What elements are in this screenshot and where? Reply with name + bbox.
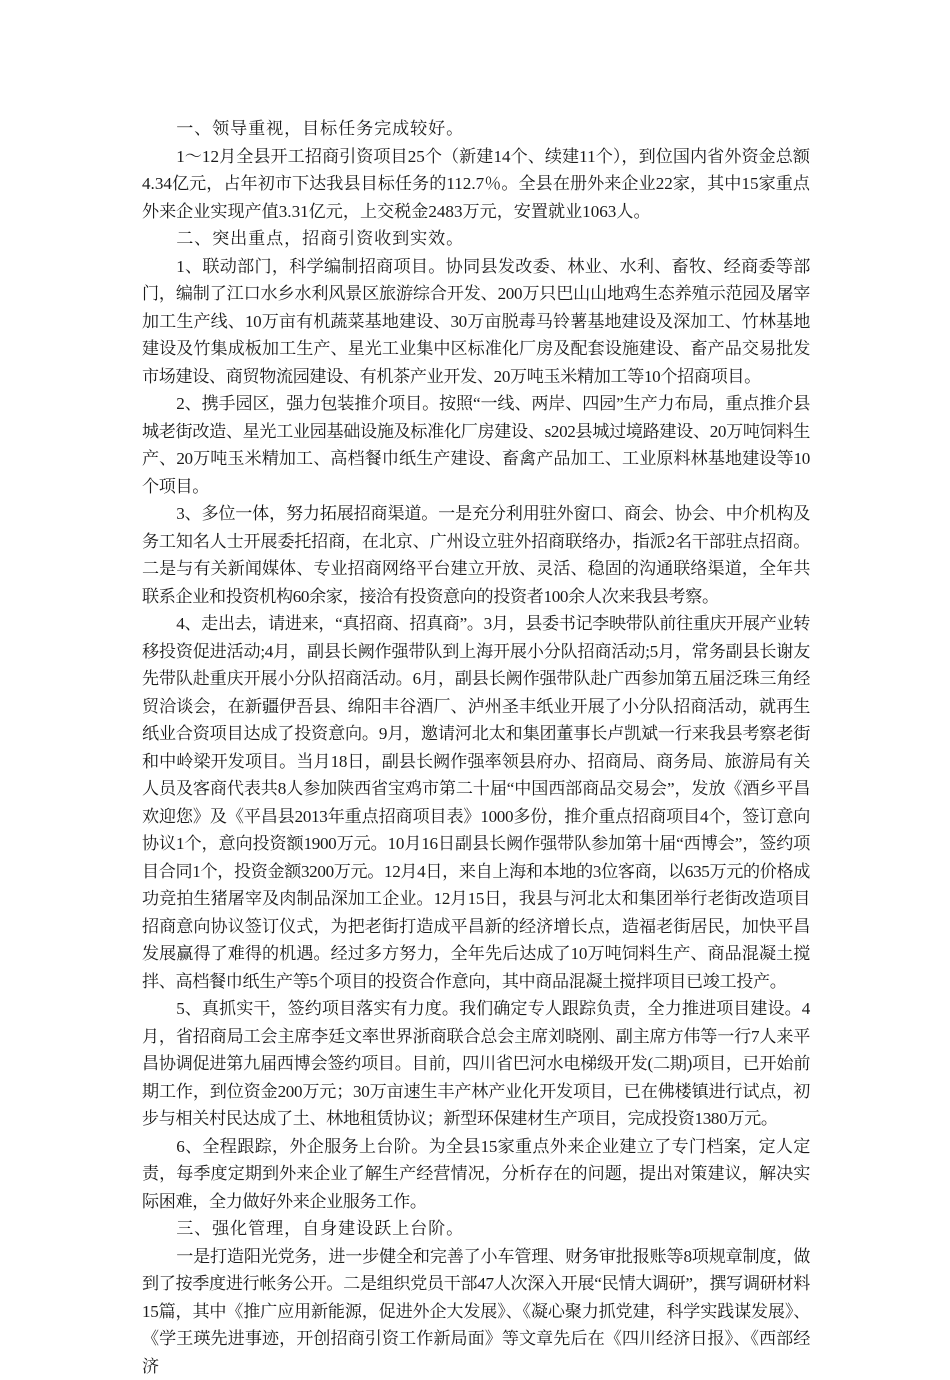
numbered-item-2-4: 4、走出去，请进来，“真招商、招真商”。3月，县委书记李映带队前往重庆开展产业转移投资促进活动;4月，副县长阙作强带队到上海开展小分队招商活动;5月，常务副县长谢友先带队赴重庆开展小分队招商活动。6月，副县长阙作强带队赴广西参加第五届泛珠三角经贸洽谈会，在新疆伊吾县、绵阳丰谷酒厂、泸州圣丰纸业开展了小分队招商活动，就再生纸业合资项目达成了投资意向。9月，邀请河北太和集团董事长卢凯斌一行来我县考察老街和中岭梁开发项目。当月18日，副县长阙作强率领县府办、招商局、商务局、旅游局有关人员及客商代表共8人参加陕西省宝鸡市第二十届“中国西部商品交易会”，发放《酒乡平昌欢迎您》及《平昌县2013年重点招商项目表》1000多份，推介重点招商项目4个，签订意向协议1个，意向投资额1900万元。10月16日副县长阙作强带队参加第十届“西博会”，签约项目合同1个，投资金额3200万元。12月4日，来自上海和本地的3位客商，以635万元的价格成功竞拍生猪屠宰及肉制品深加工企业。12月15日，我县与河北太和集团举行老街改造项目招商意向协议签订仪式，为把老街打造成平昌新的经济增长点，造福老街居民，加快平昌发展赢得了难得的机遇。经过多方努力，全年先后达成了10万吨饲料生产、商品混凝土搅拌、高档餐巾纸生产等5个项目的投资合作意向，其中商品混凝土搅拌项目已竣工投产。: [142, 610, 810, 995]
numbered-item-2-1: 1、联动部门，科学编制招商项目。协同县发改委、林业、水利、畜牧、经商委等部门，编制了江口水乡水利风景区旅游综合开发、200万只巴山山地鸡生态养殖示范园及屠宰加工生产线、10万亩有机蔬菜基地建设、30万亩脱毒马铃薯基地建设及深加工、竹林基地建设及竹集成板加工生产、星光工业集中区标准化厂房及配套设施建设、畜产品交易批发市场建设、商贸物流园建设、有机茶产业开发、20万吨玉米精加工等10个招商项目。: [142, 253, 810, 391]
numbered-item-2-5: 5、真抓实干，签约项目落实有力度。我们确定专人跟踪负责，全力推进项目建设。4月，省招商局工会主席李廷文率世界浙商联合总会主席刘晓刚、副主席方伟等一行7人来平昌协调促进第九届西博会签约项目。目前，四川省巴河水电梯级开发(二期)项目，已开始前期工作，到位资金200万元；30万亩速生丰产林产业化开发项目，已在佛楼镇进行试点，初步与相关村民达成了土、林地租赁协议；新型环保建材生产项目，完成投资1380万元。: [142, 995, 810, 1133]
numbered-item-2-6: 6、全程跟踪，外企服务上台阶。为全县15家重点外来企业建立了专门档案，定人定责，每季度定期到外来企业了解生产经营情况，分析存在的问题，提出对策建议，解决实际困难，全力做好外来企业服务工作。: [142, 1133, 810, 1216]
numbered-item-2-3: 3、多位一体，努力拓展招商渠道。一是充分利用驻外窗口、商会、协会、中介机构及务工知名人士开展委托招商，在北京、广州设立驻外招商联络办，指派2名干部驻点招商。二是与有关新闻媒体、专业招商网络平台建立开放、灵活、稳固的沟通联络渠道，全年共联系企业和投资机构60余家，接洽有投资意向的投资者100余人次来我县考察。: [142, 500, 810, 610]
document-text-body: [142, 115, 810, 1380]
section-heading-3: 三、强化管理，自身建设跃上台阶。: [142, 1215, 810, 1243]
numbered-item-2-2: 2、携手园区，强力包装推介项目。按照“一线、两岸、四园”生产力布局，重点推介县城老街改造、星光工业园基础设施及标准化厂房建设、s202县城过境路建设、20万吨饲料生产、20万吨玉米精加工、高档餐巾纸生产建设、畜禽产品加工、工业原料林基地建设等10个项目。: [142, 390, 810, 500]
section-1-paragraph: 1～12月全县开工招商引资项目25个（新建14个、续建11个），到位国内省外资金总额4.34亿元，占年初市下达我县目标任务的112.7％。全县在册外来企业22家，其中15家重点外来企业实现产值3.31亿元，上交税金2483万元，安置就业1063人。: [142, 143, 810, 226]
numbered-item-3-1: 一是打造阳光党务，进一步健全和完善了小车管理、财务审批报账等8项规章制度，做到了按季度进行帐务公开。二是组织党员干部47人次深入开展“民情大调研”，撰写调研材料15篇，其中《推广应用新能源，促进外企大发展》、《凝心聚力抓党建，科学实践谋发展》、《学王瑛先进事迹，开创招商引资工作新局面》等文章先后在《四川经济日报》、《西部经济: [142, 1243, 810, 1380]
section-heading-2: 二、突出重点，招商引资收到实效。: [142, 225, 810, 253]
section-heading-1: 一、领导重视，目标任务完成较好。: [142, 115, 810, 143]
